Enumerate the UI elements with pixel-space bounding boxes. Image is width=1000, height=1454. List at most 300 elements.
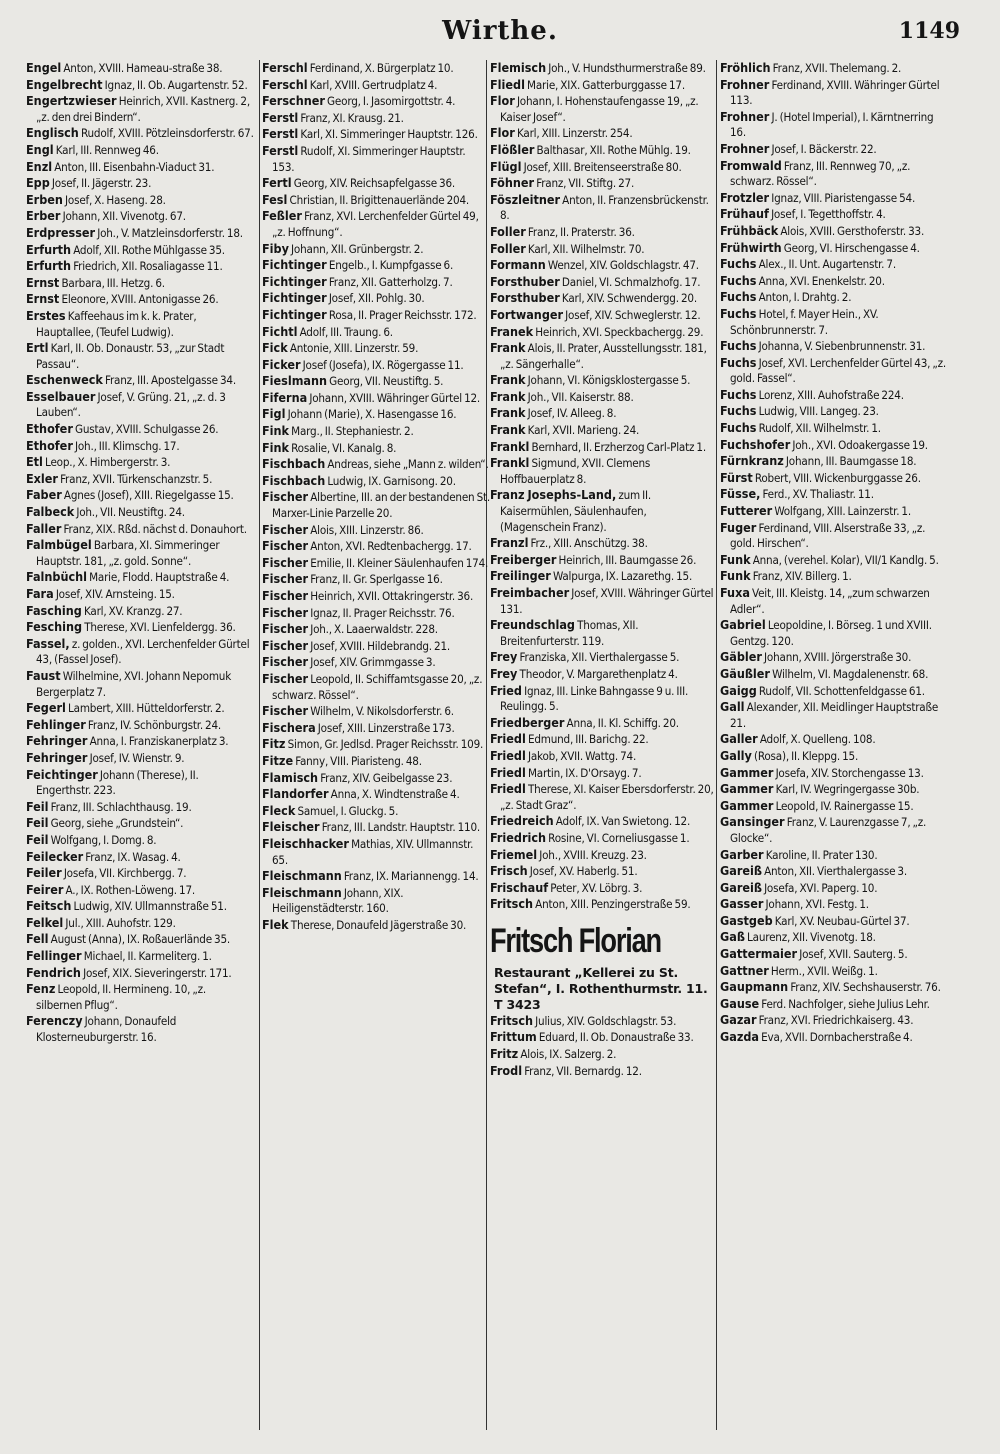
entry-details: Joh., V. Matzleinsdorferstr. 18. xyxy=(97,225,243,240)
entry-details: Anna, (verehel. Kolar), VII/1 Kandlg. 5. xyxy=(752,552,939,567)
directory-entry xyxy=(720,568,948,585)
entry-name: Fritz xyxy=(490,1046,519,1062)
directory-entry xyxy=(490,731,718,748)
entry-details: Edmund, III. Barichg. 22. xyxy=(527,732,649,747)
entry-details: Ferd., XV. Thaliastr. 11. xyxy=(762,487,874,502)
entry-details: Gustav, XVIII. Schulgasse 26. xyxy=(75,422,219,437)
entry-details: Josef, XVIII. Hildebrandg. 21. xyxy=(310,638,450,653)
entry-name: Falbeck xyxy=(26,504,75,520)
directory-entry xyxy=(262,819,490,836)
directory-entry xyxy=(720,699,948,731)
entry-details: Franz, III. Schlachthausg. 19. xyxy=(50,799,192,814)
entry-details: Kaffeehaus im k. k. Prater, Hauptallee, (Teufel Ludwig). xyxy=(36,308,197,339)
directory-entry xyxy=(720,470,948,487)
entry-details: J. (Hotel Imperial), I. Kärntnerring 16. xyxy=(730,109,934,140)
directory-entry xyxy=(26,192,254,209)
directory-entry xyxy=(720,765,948,782)
entry-name: Flößler xyxy=(490,141,535,157)
entry-details: Franz, III. Apostelgasse 34. xyxy=(104,373,236,388)
directory-entry xyxy=(490,765,718,782)
directory-entry xyxy=(490,372,718,389)
entry-details: Andreas, siehe „Mann z. wilden“. xyxy=(327,457,489,472)
directory-entry xyxy=(26,799,254,816)
entry-name: Fasching xyxy=(26,602,82,618)
entry-name: Funk xyxy=(720,568,751,584)
directory-entry xyxy=(262,110,490,127)
entry-details: Ferdinand, XVIII. Währinger Gürtel 113. xyxy=(730,77,940,108)
entry-name: Fleischmann xyxy=(262,868,342,884)
directory-entry xyxy=(490,880,718,897)
entry-details: Josef, XIII. Linzerstraße 173. xyxy=(317,720,455,735)
entry-name: Erber xyxy=(26,208,61,224)
entry-details: Johann (Therese), II. Engerthstr. 223. xyxy=(36,767,199,798)
entry-name: Forsthuber xyxy=(490,290,560,306)
entry-name: Frohner xyxy=(720,140,770,156)
entry-name: Funk xyxy=(720,551,751,567)
entry-details: Joh., X. Laaerwaldstr. 228. xyxy=(310,622,438,637)
directory-entry xyxy=(720,617,948,649)
entry-name: Fuchs xyxy=(720,420,757,436)
entry-name: Flor xyxy=(490,93,515,109)
directory-entry xyxy=(262,703,490,720)
directory-entry xyxy=(720,1012,948,1029)
entry-details: Josef, XVIII. Währinger Gürtel 131. xyxy=(500,586,714,616)
page-title: Wirthe. xyxy=(442,16,558,46)
directory-entry xyxy=(490,683,718,715)
entry-details: Karl, XVII. Marieng. 24. xyxy=(527,423,640,438)
entry-details: Laurenz, XII. Vivenotg. 18. xyxy=(747,930,876,945)
directory-entry xyxy=(490,847,718,864)
entry-details: Georg, VII. Neustiftg. 5. xyxy=(329,374,444,389)
directory-entry xyxy=(720,403,948,420)
entry-details: Simon, Gr. Jedlsd. Prager Reichsstr. 109. xyxy=(287,737,484,752)
directory-entry xyxy=(490,159,718,176)
entry-name: Gammer xyxy=(720,781,774,797)
entry-name: Franek xyxy=(490,323,534,339)
entry-details: Joh., VII. Neustiftg. 24. xyxy=(76,505,185,520)
entry-name: Feil xyxy=(26,831,49,847)
directory-entry xyxy=(720,585,948,617)
entry-details: Josef, X. Haseng. 28. xyxy=(65,192,166,207)
entry-name: Fischer xyxy=(262,554,309,570)
entry-name: Gäbler xyxy=(720,649,762,665)
directory-entry xyxy=(262,538,490,555)
entry-name: Gazda xyxy=(720,1029,759,1045)
entry-details: Franz, IX. Wasag. 4. xyxy=(85,849,181,864)
entry-name: Fellinger xyxy=(26,948,82,964)
directory-entry xyxy=(26,717,254,734)
entry-name: Garber xyxy=(720,846,764,862)
entry-name: Gaupmann xyxy=(720,979,789,995)
entry-details: Marie, Flodd. Hauptstraße 4. xyxy=(89,570,230,585)
entry-details: Adolf, III. Traung. 6. xyxy=(299,324,393,339)
directory-entry xyxy=(26,700,254,717)
entry-name: Frotzler xyxy=(720,189,770,205)
entry-details: Engelb., I. Kumpfgasse 6. xyxy=(328,258,454,273)
entry-name: Feil xyxy=(26,815,49,831)
directory-entry xyxy=(26,931,254,948)
entry-details: Franz, XII. Gatterholzg. 7. xyxy=(328,274,453,289)
directory-entry xyxy=(262,605,490,622)
entry-details: Rudolf, XI. Simmeringer Hauptstr. 153. xyxy=(272,143,466,174)
entry-name: Flemisch xyxy=(490,60,547,75)
entry-details: Antonie, XIII. Linzerstr. 59. xyxy=(289,341,419,356)
entry-name: Fischer xyxy=(262,538,309,554)
entry-details: Franz, XI. Krausg. 21. xyxy=(300,110,404,125)
entry-details: Bernhard, II. Erzherzog Carl-Platz 1. xyxy=(531,439,706,454)
directory-entry xyxy=(720,963,948,980)
entry-details: Karl, XIV. Schwendergg. 20. xyxy=(561,291,697,306)
entry-name: Fichtinger xyxy=(262,290,327,306)
entry-name: Ernst xyxy=(26,274,60,290)
entry-name: Fieslmann xyxy=(262,373,328,389)
entry-name: Gaigg xyxy=(720,682,757,698)
entry-details: Marie, XIX. Gatterburggasse 17. xyxy=(527,77,685,92)
directory-entry xyxy=(262,638,490,655)
entry-details: Franz, XVI. Friedrichkaiserg. 43. xyxy=(758,1013,914,1028)
entry-details: Therese, XVI. Lienfeldergg. 36. xyxy=(84,620,236,635)
entry-name: Futterer xyxy=(720,503,773,519)
entry-details: Josefa, XVI. Paperg. 10. xyxy=(764,880,878,895)
directory-entry xyxy=(720,206,948,223)
directory-entry xyxy=(26,832,254,849)
entry-name: Engel xyxy=(26,60,62,75)
entry-name: Fischer xyxy=(262,604,309,620)
entry-name: Erfurth xyxy=(26,241,72,257)
entry-details: Ignaz, II. Ob. Augartenstr. 52. xyxy=(104,77,248,92)
entry-details: Veit, III. Kleistg. 14, „zum schwarzen Adler“. xyxy=(730,586,930,616)
entry-details: Heinrich, III. Baumgasse 26. xyxy=(558,552,697,567)
directory-entry xyxy=(262,373,490,390)
directory-entry xyxy=(490,1063,718,1080)
entry-details: Jakob, XVII. Wattg. 74. xyxy=(527,748,637,763)
directory-entry xyxy=(490,830,718,847)
entry-details: Alex., II. Unt. Augartenstr. 7. xyxy=(758,257,896,272)
entry-name: Ferstl xyxy=(262,142,299,158)
entry-name: Franzl xyxy=(490,535,529,551)
directory-entry xyxy=(26,159,254,176)
directory-columns xyxy=(26,60,976,1430)
entry-name: Frey xyxy=(490,665,518,681)
entry-name: Frühwirth xyxy=(720,239,782,255)
entry-details: Wilhelm, V. Nikolsdorferstr. 6. xyxy=(310,704,454,719)
entry-name: Erdpresser xyxy=(26,224,96,240)
entry-name: Fehringer xyxy=(26,733,88,749)
entry-name: Flügl xyxy=(490,158,522,174)
entry-details: Josefa, VII. Kirchbergg. 7. xyxy=(63,866,187,881)
entry-details: Therese, Donaufeld Jägerstraße 30. xyxy=(290,917,467,932)
directory-entry xyxy=(26,849,254,866)
directory-entry xyxy=(720,996,948,1013)
entry-name: Ethofer xyxy=(26,421,73,437)
entry-name: Friedl xyxy=(490,764,526,780)
entry-name: Gause xyxy=(720,995,760,1011)
directory-entry xyxy=(490,552,718,569)
entry-details: Franz, XVII. Türkenschanzstr. 5. xyxy=(60,471,213,486)
entry-details: Wolfgang, XIII. Lainzerstr. 1. xyxy=(774,504,911,519)
entry-name: Fortwanger xyxy=(490,306,564,322)
directory-entry xyxy=(262,786,490,803)
entry-details: Leopoldine, I. Börseg. 1 und XVIII. Gentzg. 120. xyxy=(730,618,932,648)
column-3-entries-after-ad xyxy=(490,1013,718,1079)
entry-name: Fichtinger xyxy=(262,257,327,273)
directory-entry xyxy=(26,291,254,308)
entry-name: Frohner xyxy=(720,108,770,124)
entry-details: Franz, IX. Mariannengg. 14. xyxy=(343,869,479,884)
entry-details: Franz, XIV. Sechshauserstr. 76. xyxy=(790,980,941,995)
entry-details: Frz., XIII. Anschützg. 38. xyxy=(530,536,648,551)
entry-details: Josef, IV. Wienstr. 9. xyxy=(89,750,185,765)
directory-entry xyxy=(490,307,718,324)
entry-details: Rudolf, XVIII. Pötzleinsdorferstr. 67. xyxy=(80,126,254,141)
entry-details: Eva, XVII. Dornbacherstraße 4. xyxy=(761,1030,913,1045)
entry-details: Wolfgang, I. Domg. 8. xyxy=(50,832,157,847)
entry-details: Eduard, II. Ob. Donaustraße 33. xyxy=(538,1030,694,1045)
entry-name: Fesl xyxy=(262,191,288,207)
directory-entry xyxy=(26,504,254,521)
directory-entry xyxy=(262,770,490,787)
entry-details: Johann (Marie), X. Hasengasse 16. xyxy=(287,407,457,422)
entry-name: Fischer xyxy=(262,571,309,587)
directory-entry xyxy=(720,781,948,798)
directory-entry xyxy=(720,520,948,552)
entry-name: Gansinger xyxy=(720,814,785,830)
entry-details: Wilhelm, VI. Magdalenenstr. 68. xyxy=(772,666,929,681)
directory-entry xyxy=(720,666,948,683)
entry-details: Josef, XII. Pohlg. 30. xyxy=(328,291,425,306)
entry-name: Fröhlich xyxy=(720,60,771,75)
entry-name: Fink xyxy=(262,439,290,455)
directory-entry xyxy=(26,60,254,77)
directory-entry xyxy=(26,750,254,767)
entry-name: Frank xyxy=(490,372,526,388)
entry-details: Josef, XV. Haberlg. 51. xyxy=(529,864,638,879)
entry-name: Fischbach xyxy=(262,472,326,488)
entry-name: Gall xyxy=(720,699,745,715)
directory-entry xyxy=(720,453,948,470)
directory-entry xyxy=(262,192,490,209)
entry-details: Josef, II. Jägerstr. 23. xyxy=(51,176,152,191)
directory-entry xyxy=(720,683,948,700)
entry-name: Frank xyxy=(490,388,526,404)
directory-entry xyxy=(262,290,490,307)
directory-entry xyxy=(720,913,948,930)
directory-entry xyxy=(490,535,718,552)
entry-name: Falmbügel xyxy=(26,537,92,553)
advertisement xyxy=(490,919,718,1013)
directory-entry xyxy=(490,585,718,617)
entry-name: Fuchs xyxy=(720,403,757,419)
entry-name: Fell xyxy=(26,931,49,947)
entry-details: Wenzel, XIV. Goldschlagstr. 47. xyxy=(547,258,699,273)
entry-details: Anton, XVIII. Hameau-straße 38. xyxy=(63,61,223,75)
entry-name: Fischbach xyxy=(262,456,326,472)
entry-details: Peter, XV. Löbrg. 3. xyxy=(550,880,643,895)
directory-entry xyxy=(26,308,254,340)
entry-name: Enzl xyxy=(26,158,53,174)
entry-name: Fliedl xyxy=(490,76,525,92)
entry-name: Ertl xyxy=(26,340,49,356)
entry-name: Fischer xyxy=(262,637,309,653)
entry-details: Ferdinand, VIII. Alserstraße 33, „z. gold. Hirschen“. xyxy=(730,520,926,551)
directory-entry xyxy=(262,77,490,94)
entry-name: Friedl xyxy=(490,747,526,763)
entry-details: Emilie, II. Kleiner Säulenhaufen 174. xyxy=(310,555,489,570)
entry-details: Josef, XVI. Lerchenfelder Gürtel 43, „z. gold. Fassel“. xyxy=(730,355,946,386)
directory-entry xyxy=(26,225,254,242)
entry-name: Föszleitner xyxy=(490,191,561,207)
entry-name: Fehlinger xyxy=(26,716,86,732)
entry-details: Lambert, XIII. Hütteldorferstr. 2. xyxy=(68,701,225,716)
directory-entry xyxy=(720,109,948,141)
entry-name: Gabriel xyxy=(720,617,766,633)
entry-name: Feßler xyxy=(262,208,302,224)
entry-details: Georg, siehe „Grundstein“. xyxy=(50,816,184,831)
entry-details: Walpurga, IX. Lazarethg. 15. xyxy=(552,569,693,584)
entry-name: Exler xyxy=(26,470,58,486)
entry-name: Fuchs xyxy=(720,256,757,272)
entry-details: Franz, XIV. Geibelgasse 23. xyxy=(320,770,453,785)
entry-name: Fürst xyxy=(720,469,753,485)
entry-details: Josef (Josefa), IX. Rögergasse 11. xyxy=(302,357,464,372)
directory-entry xyxy=(262,522,490,539)
entry-details: Karl, XII. Wilhelmstr. 70. xyxy=(527,241,645,256)
entry-details: Rudolf, VII. Schottenfeldgasse 61. xyxy=(758,683,925,698)
directory-entry xyxy=(26,569,254,586)
entry-details: Josef, I. Bäckerstr. 22. xyxy=(771,141,877,156)
entry-name: Fertl xyxy=(262,175,292,191)
entry-name: Fitz xyxy=(262,736,286,752)
directory-entry xyxy=(26,125,254,142)
entry-name: Gammer xyxy=(720,797,774,813)
directory-entry xyxy=(26,93,254,125)
entry-details: Anton, XVI. Redtenbachergg. 17. xyxy=(310,539,472,554)
directory-entry xyxy=(262,836,490,868)
directory-entry xyxy=(720,77,948,109)
directory-entry xyxy=(490,257,718,274)
directory-entry xyxy=(262,324,490,341)
entry-details: Johann, III. Baumgasse 18. xyxy=(785,454,917,469)
entry-details: Georg, XIV. Reichsapfelgasse 36. xyxy=(293,176,456,191)
directory-entry xyxy=(26,767,254,799)
entry-name: Fuchshofer xyxy=(720,436,791,452)
entry-name: Faber xyxy=(26,487,62,503)
entry-details: Alois, II. Prater, Ausstellungsstr. 181, „z. Sängerhalle“. xyxy=(500,341,707,371)
entry-name: Friedreich xyxy=(490,813,554,829)
directory-entry xyxy=(26,965,254,982)
entry-name: Frey xyxy=(490,649,518,665)
directory-entry xyxy=(26,619,254,636)
entry-details: Joh., XVIII. Kreuzg. 23. xyxy=(539,847,647,862)
directory-entry xyxy=(720,863,948,880)
directory-column-2 xyxy=(262,60,490,1430)
entry-name: Feil xyxy=(26,798,49,814)
entry-details: Albertine, III. an der bestandenen St. Marxer-Linie Parzelle 20. xyxy=(272,490,490,521)
directory-entry xyxy=(262,489,490,521)
entry-details: Leopold, IV. Rainergasse 15. xyxy=(775,798,914,813)
entry-name: Flamisch xyxy=(262,769,319,785)
entry-name: Franz Josephs-Land, xyxy=(490,487,617,503)
entry-details: Josef, V. Grüng. 21, „z. d. 3 Lauben“. xyxy=(36,389,226,420)
advertisement-text: Restaurant „Kellerei zu St. Stefan“, I. Rothenthurmstr. 11. T 3423 xyxy=(494,964,708,1012)
entry-details: Karl, III. Rennweg 46. xyxy=(55,142,159,157)
entry-name: Ficker xyxy=(262,356,301,372)
entry-details: Agnes (Josef), XIII. Riegelgasse 15. xyxy=(63,488,234,503)
entry-name: Fischer xyxy=(262,703,309,719)
directory-entry xyxy=(490,1046,718,1063)
entry-name: Füsse, xyxy=(720,486,761,502)
entry-details: Karl, XV. Kranzg. 27. xyxy=(83,603,183,618)
directory-entry xyxy=(720,223,948,240)
directory-entry xyxy=(720,256,948,273)
entry-details: Josef, IV. Alleeg. 8. xyxy=(527,406,617,421)
directory-entry xyxy=(490,748,718,765)
entry-details: Franz, V. Laurenzgasse 7, „z. Glocke“. xyxy=(730,815,927,845)
entry-name: Friedberger xyxy=(490,714,565,730)
entry-name: Fischer xyxy=(262,621,309,637)
entry-details: Ignaz, II. Prager Reichsstr. 76. xyxy=(310,605,455,620)
entry-name: Fischer xyxy=(262,588,309,603)
directory-entry xyxy=(26,948,254,965)
entry-name: Ferschl xyxy=(262,60,308,75)
directory-entry xyxy=(262,803,490,820)
entry-name: Ethofer xyxy=(26,437,73,453)
directory-entry xyxy=(720,306,948,338)
entry-details: Heinrich, XVII. Ottakringerstr. 36. xyxy=(310,589,474,603)
directory-entry xyxy=(262,885,490,917)
entry-name: Fischer xyxy=(262,521,309,537)
entry-details: Therese, XI. Kaiser Ebersdorferstr. 20, „z. Stadt Graz“. xyxy=(500,782,714,812)
entry-name: Engelbrecht xyxy=(26,76,103,92)
entry-details: Anton, XIII. Penzingerstraße 59. xyxy=(535,897,691,912)
entry-name: Feitsch xyxy=(26,898,72,914)
directory-entry xyxy=(26,915,254,932)
entry-name: Fendrich xyxy=(26,964,81,980)
directory-entry xyxy=(26,208,254,225)
directory-entry xyxy=(262,60,490,77)
entry-name: Föhner xyxy=(490,175,535,191)
directory-entry xyxy=(720,896,948,913)
directory-entry xyxy=(26,275,254,292)
entry-details: Heinrich, XVI. Speckbachergg. 29. xyxy=(535,324,704,339)
entry-details: Franz, III. Rennweg 70, „z. schwarz. Rössel“. xyxy=(730,158,911,189)
entry-name: Fischera xyxy=(262,719,316,735)
entry-details: Ignaz, III. Linke Bahngasse 9 u. III. Reulingg. 5. xyxy=(500,683,689,714)
directory-entry xyxy=(26,454,254,471)
entry-details: Leopold, II. Hermineng. 10, „z. silbernen Pflug“. xyxy=(36,982,206,1012)
entry-name: Fried xyxy=(490,682,522,698)
entry-details: Karl, II. Ob. Donaustr. 53, „zur Stadt Passau“. xyxy=(36,341,225,371)
directory-entry xyxy=(262,456,490,473)
directory-entry xyxy=(262,340,490,357)
directory-entry xyxy=(262,257,490,274)
entry-details: Daniel, VI. Schmalzhofg. 17. xyxy=(561,274,701,289)
directory-entry xyxy=(720,437,948,454)
entry-details: Georg, VI. Hirschengasse 4. xyxy=(783,240,920,255)
directory-entry xyxy=(720,60,948,77)
entry-details: Jul., XIII. Auhofstr. 129. xyxy=(65,915,176,930)
directory-entry xyxy=(720,880,948,897)
directory-entry xyxy=(262,143,490,175)
directory-entry xyxy=(490,455,718,487)
entry-details: Michael, II. Karmeliterg. 1. xyxy=(83,949,212,964)
directory-entry xyxy=(262,307,490,324)
entry-name: Fiby xyxy=(262,240,289,256)
entry-name: Fritsch xyxy=(490,896,534,912)
entry-name: Fuchs xyxy=(720,289,757,305)
entry-details: Franz, XVII. Thelemang. 2. xyxy=(772,61,902,75)
entry-name: Gastgeb xyxy=(720,912,773,928)
